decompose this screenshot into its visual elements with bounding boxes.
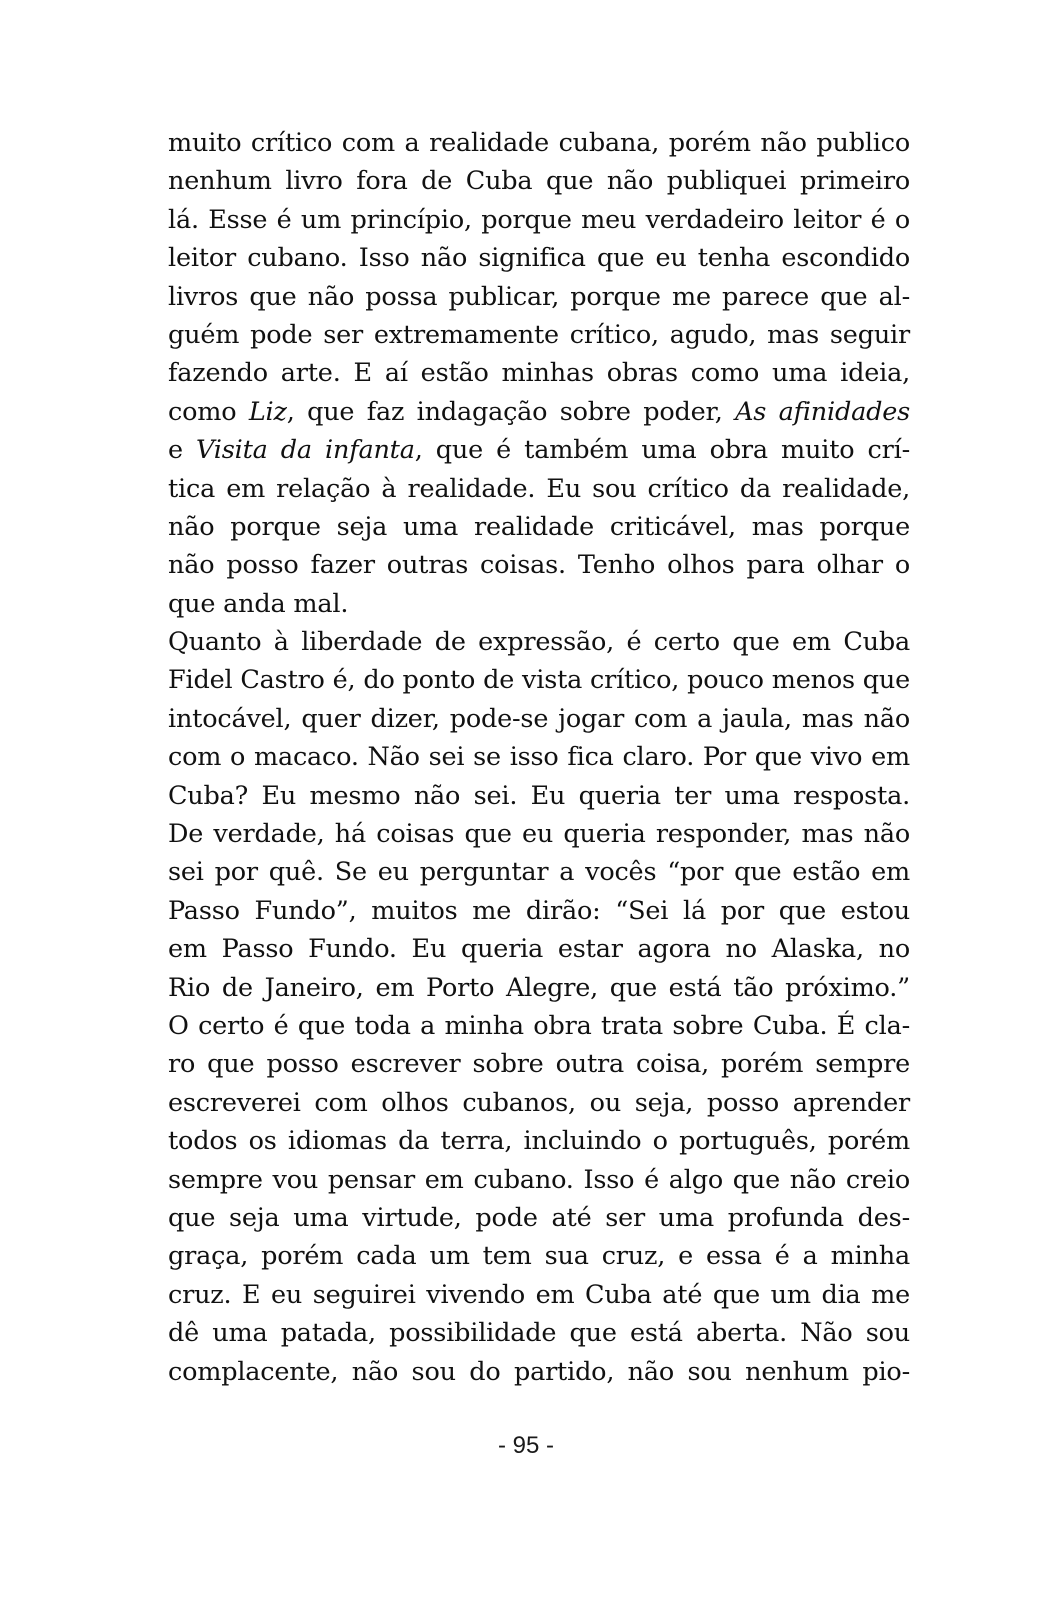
text-line [168,393,910,431]
text-line: Passo Fundo”, muitos me dirão: “Sei lá por que estou [168,895,910,926]
page-number: - 95 - [497,1432,554,1459]
text-line: Fidel Castro é, do ponto de vista crítico, pouco menos que [168,665,911,696]
text-line: tica em relação à realidade. Eu sou crítico da realidade, [168,473,910,504]
text-line: que seja uma virtude, pode até ser uma profunda des- [168,1202,910,1233]
text-line: ro que posso escrever sobre outra coisa, porém sempre [168,1049,910,1080]
text-line: não posso fazer outras coisas. Tenho olhos para olhar o [168,550,910,581]
body-text [168,124,910,1391]
text-line: em Passo Fundo. Eu queria estar agora no Alaska, no [168,934,910,965]
text-line: sei por quê. Se eu perguntar a vocês “por que estão em [168,857,910,888]
text-line [168,431,910,469]
text-line: Cuba? Eu mesmo não sei. Eu queria ter uma resposta. [168,780,910,811]
text-line: dê uma patada, possibilidade que está aberta. Não sou [168,1318,910,1349]
text-line: livros que não possa publicar, porque me parece que al- [168,281,910,312]
text-line: guém pode ser extremamente crítico, agudo, mas seguir [168,319,910,350]
text-line: intocável, quer dizer, pode-se jogar com a jaula, mas não [168,703,910,734]
text-line: todos os idiomas da terra, incluindo o português, porém [168,1126,910,1157]
text-line: fazendo arte. E aí estão minhas obras como uma ideia, [168,358,910,389]
italic-title: As afinidades [735,396,910,427]
text-line: complacente, não sou do partido, não sou nenhum pio- [168,1356,910,1387]
text-fragment: como [168,396,249,427]
text-fragment: , que é também uma obra muito crí- [414,435,910,466]
text-line: De verdade, há coisas que eu queria responder, mas não [168,819,910,850]
text-line: muito crítico com a realidade cubana, porém não publico [168,128,910,158]
text-line: escreverei com olhos cubanos, ou seja, posso aprender [168,1087,910,1118]
text-line: que anda mal. [168,588,349,619]
text-line: sempre vou pensar em cubano. Isso é algo que não creio [168,1164,910,1195]
text-line: graça, porém cada um tem sua cruz, e essa é a minha [168,1241,910,1272]
text-line: O certo é que toda a minha obra trata sobre Cuba. É cla- [168,1010,910,1041]
text-line: leitor cubano. Isso não significa que eu tenha escondido [168,243,910,274]
text-line: Quanto à liberdade de expressão, é certo que em Cuba [168,627,910,658]
italic-title: Visita da infanta [196,435,415,466]
text-fragment: e [168,435,197,466]
text-line: cruz. E eu seguirei vivendo em Cuba até que um dia me [168,1279,910,1310]
text-line: Rio de Janeiro, em Porto Alegre, que está tão próximo.” [168,972,910,1003]
text-line: não porque seja uma realidade criticável, mas porque [168,511,910,542]
text-line: com o macaco. Não sei se isso fica claro. Por que vivo em [168,742,910,773]
italic-title: Liz [248,396,287,427]
text-line: nenhum livro fora de Cuba que não publiquei primeiro [168,166,910,197]
text-line: lá. Esse é um princípio, porque meu verdadeiro leitor é o [168,204,910,235]
text-fragment: , que faz indagação sobre poder, [286,396,736,427]
